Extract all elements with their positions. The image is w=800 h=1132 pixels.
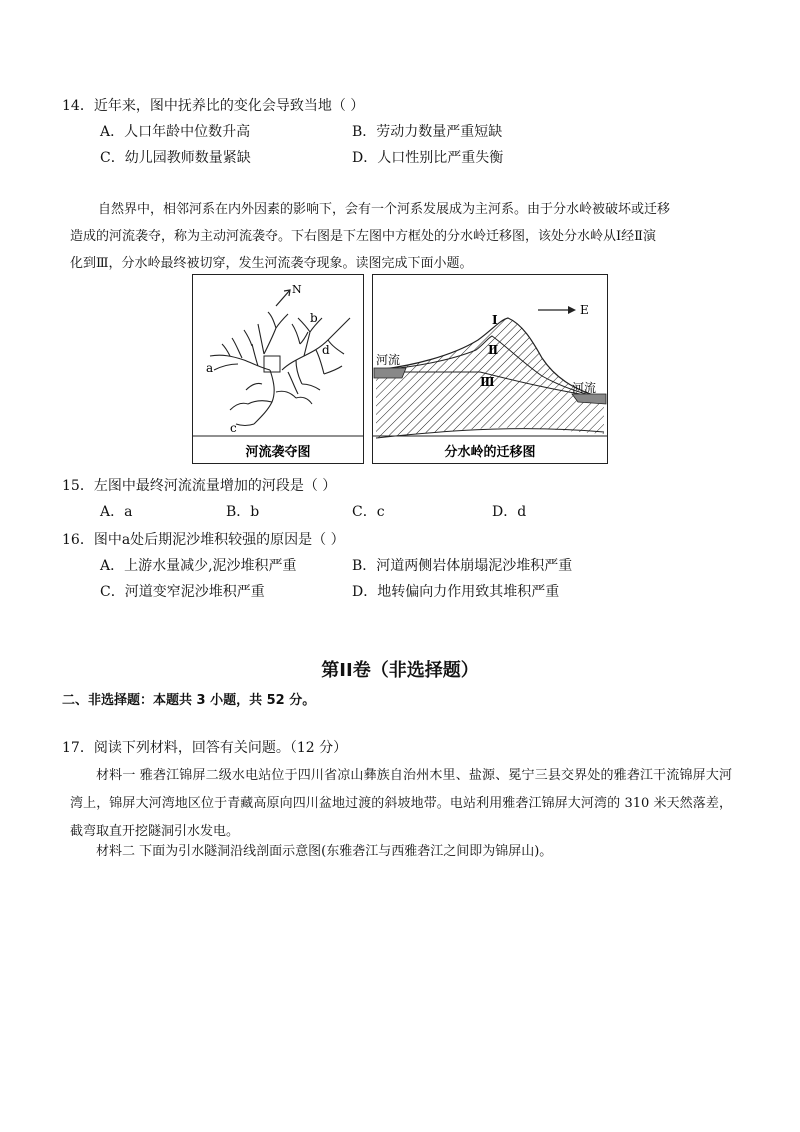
q16-option-d: D．地转偏向力作用致其堆积严重 [352, 584, 560, 600]
q15-stem: 15．左图中最终河流流量增加的河段是（ ） [62, 478, 337, 494]
q14-option-a: A．人口年龄中位数升高 [100, 124, 251, 140]
label-stage-2: Ⅱ [488, 343, 499, 357]
q16-stem: 16．图中a处后期泥沙堆积较强的原因是（ ） [62, 532, 345, 548]
q17-stem: 17．阅读下列材料，回答有关问题。（12 分） [62, 740, 348, 756]
label-c: c [230, 421, 237, 435]
q14-option-c: C．幼儿园教师数量紧缺 [100, 150, 251, 166]
label-b: b [310, 311, 318, 325]
q16-option-a: A．上游水量减少,泥沙堆积严重 [100, 558, 297, 574]
q15-option-a: A．a [100, 504, 133, 520]
intro-line-2: 造成的河流袭夺，称为主动河流袭夺。下右图是下左图中方框处的分水岭迁移图，该处分水岭从Ⅰ经Ⅱ演 [70, 229, 656, 244]
section-2-subtitle: 二、非选择题：本题共 3 小题，共 52 分。 [62, 693, 316, 708]
watershed-migration-diagram [372, 274, 608, 464]
q14-option-d: D．人口性别比严重失衡 [352, 150, 504, 166]
figure-left-caption: 河流袭夺图 [245, 445, 311, 460]
q15-option-c: C．c [352, 504, 385, 520]
q14-stem: 14．近年来，图中抚养比的变化会导致当地（ ） [62, 98, 365, 114]
section-2-title: 第II卷（非选择题） [321, 660, 479, 681]
river-capture-map [192, 274, 364, 464]
figure-watershed-migration [372, 274, 608, 468]
label-stage-3: Ⅲ [480, 375, 495, 389]
figure-river-capture [192, 274, 364, 468]
label-d: d [322, 343, 330, 357]
q17-material-2: 材料二 下面为引水隧洞沿线剖面示意图(东雅砻江与西雅砻江之间即为锦屏山)。 [96, 844, 553, 859]
river-left-patch [374, 368, 406, 378]
label-river-right: 河流 [572, 381, 597, 395]
intro-line-1: 自然界中，相邻河系在内外因素的影响下，会有一个河系发展成为主河系。由于分水岭被破坏或迁移 [98, 202, 671, 217]
label-stage-1: Ⅰ [492, 313, 498, 327]
q15-option-d: D．d [492, 504, 527, 520]
q14-option-b: B．劳动力数量严重短缺 [352, 124, 503, 140]
figure-right-caption: 分水岭的迁移图 [444, 445, 536, 460]
q16-option-b: B．河道两侧岩体崩塌泥沙堆积严重 [352, 558, 573, 574]
label-east: E [580, 303, 589, 317]
intro-line-3: 化到Ⅲ，分水岭最终被切穿，发生河流袭夺现象。读图完成下面小题。 [70, 256, 473, 271]
q15-option-b: B．b [226, 504, 260, 520]
north-label: N [292, 283, 302, 296]
q17-material-1: 材料一 雅砻江锦屏二级水电站位于四川省凉山彝族自治州木里、盐源、冕宁三县交界处的雅砻江干流锦屏大河湾上，锦屏大河湾地区位于青藏高原向四川盆地过渡的斜坡地带。电站利用雅砻江锦屏大河湾的 310 米天然落差，截弯取直开挖隧洞引水发电。 [70, 768, 732, 839]
label-a: a [206, 361, 214, 375]
label-river-left: 河流 [376, 353, 401, 367]
q16-option-c: C．河道变窄泥沙堆积严重 [100, 584, 265, 600]
